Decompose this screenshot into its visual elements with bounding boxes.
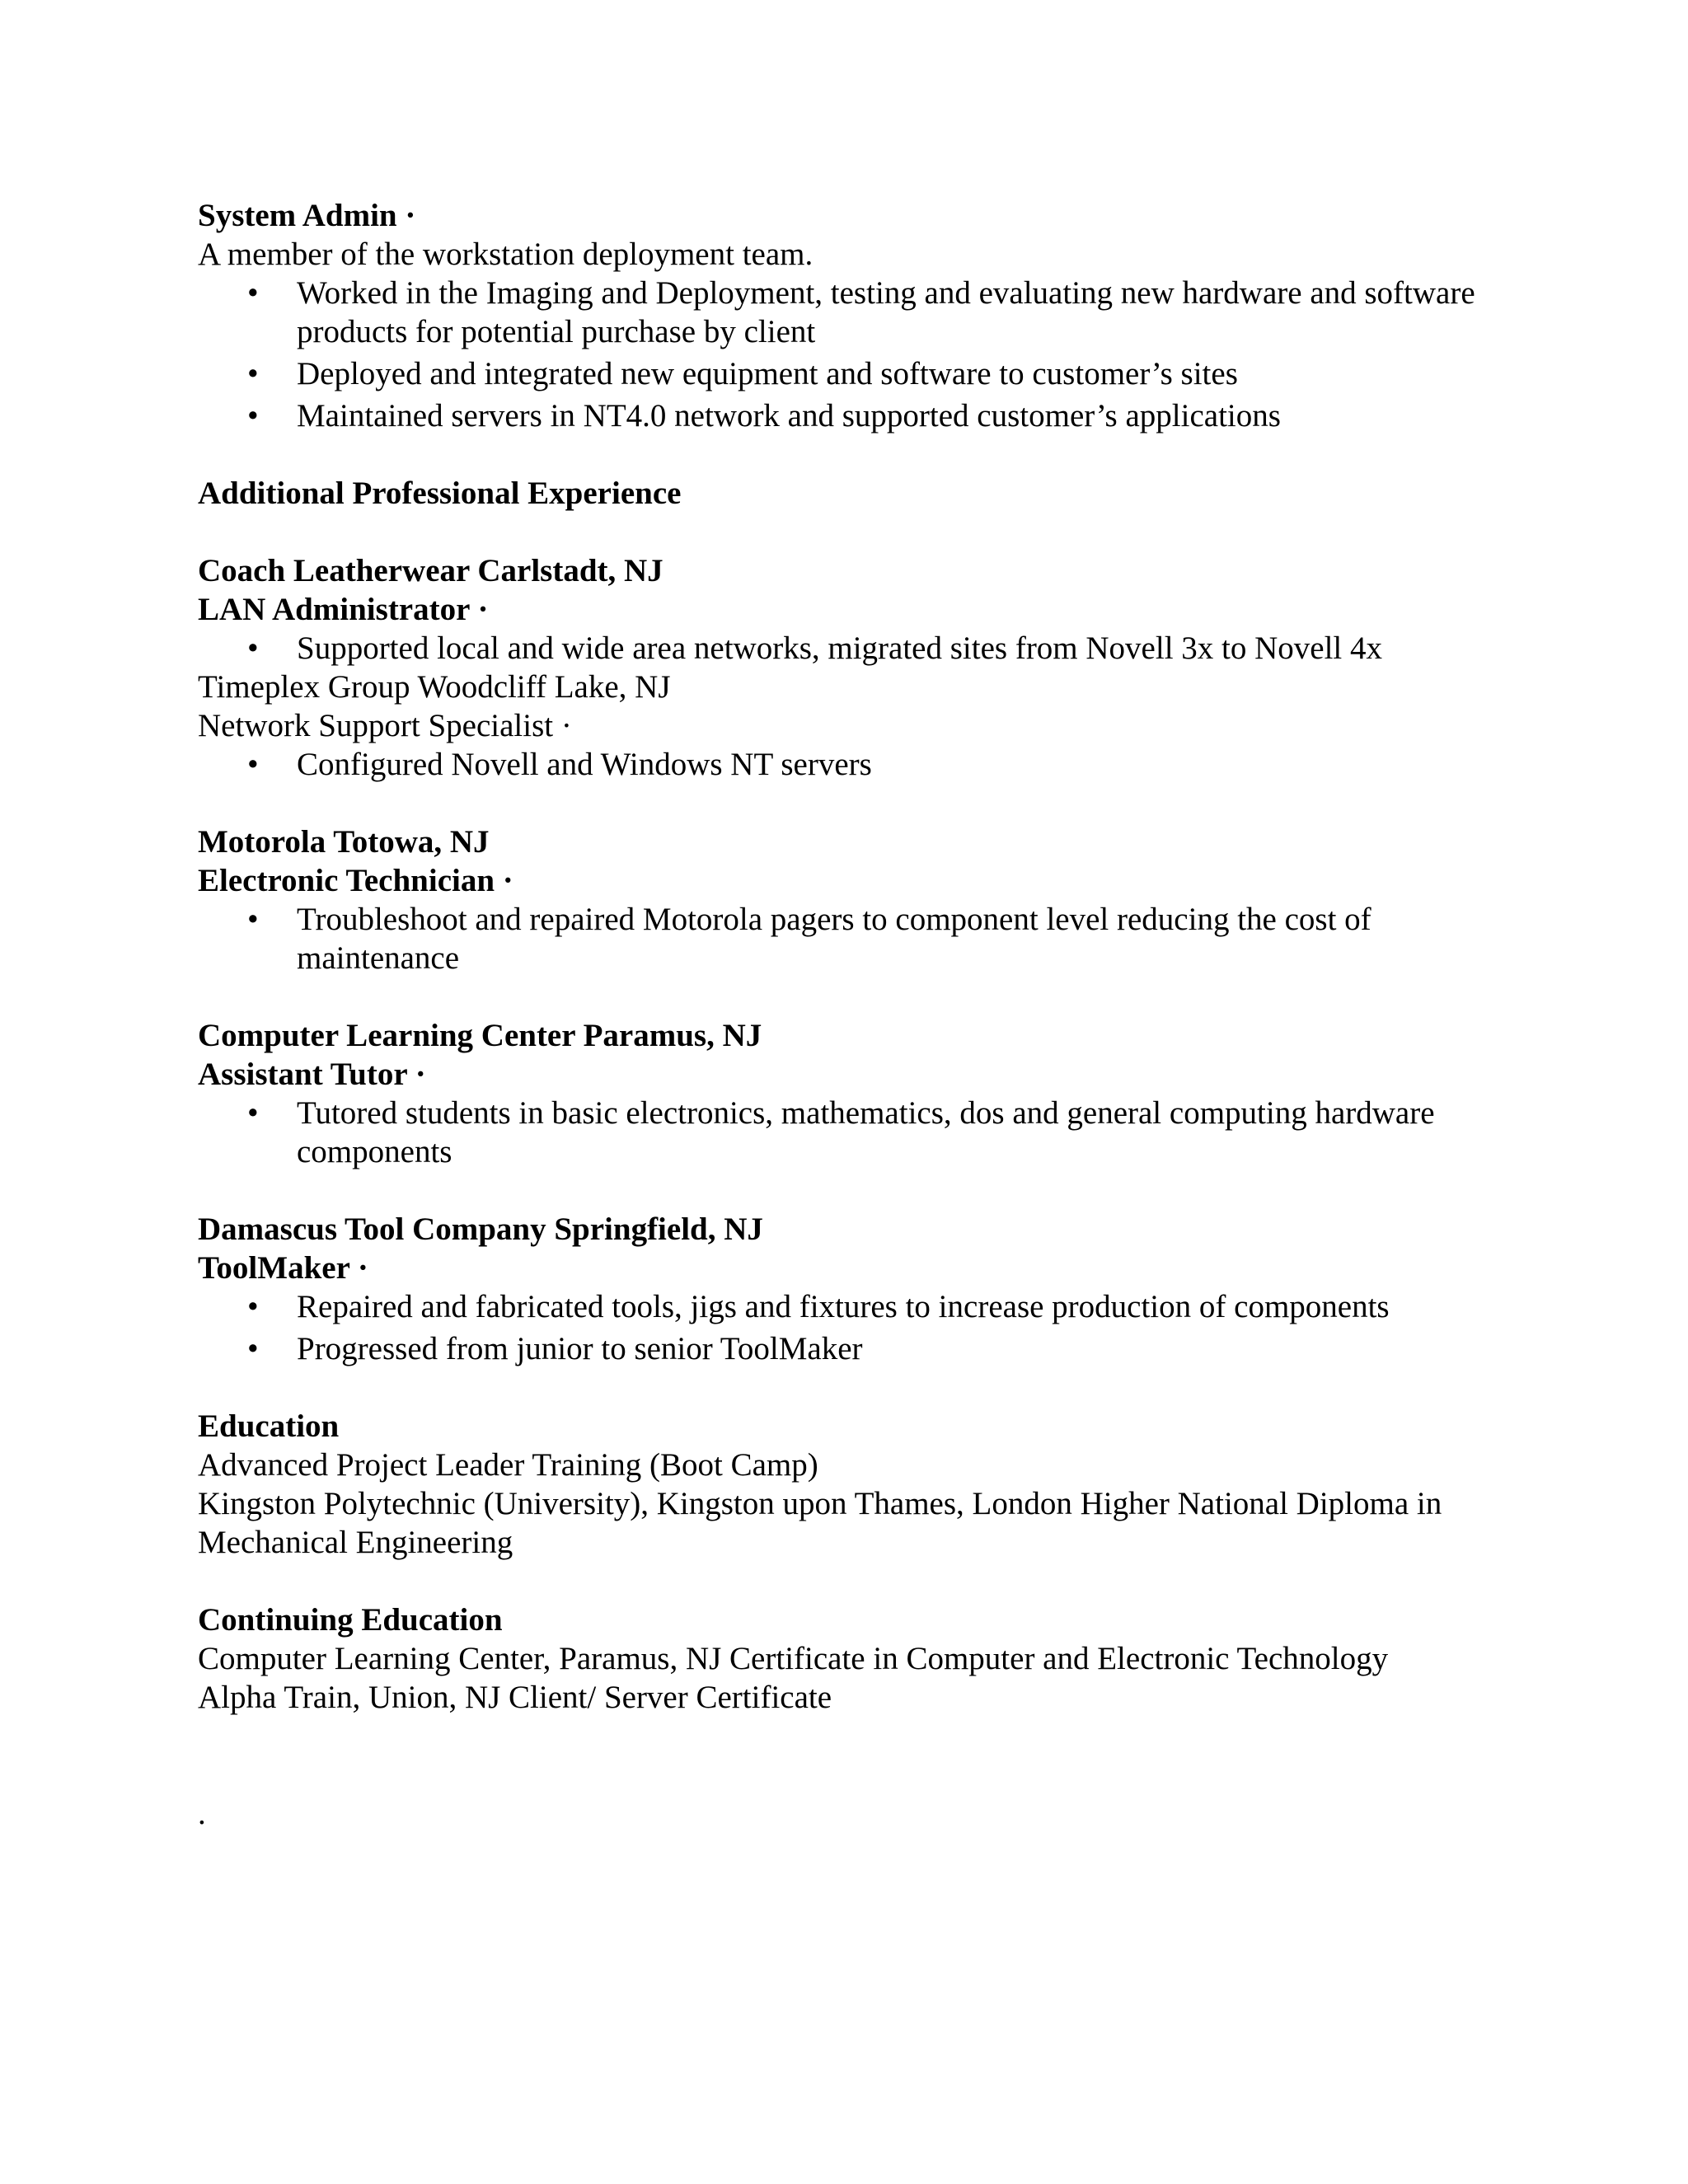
section-heading: Electronic Technician ·	[198, 863, 513, 898]
text-line: Kingston Polytechnic (University), Kingston upon Thames, London Higher National Diploma in Mechanical Engineering	[198, 1486, 1442, 1560]
bullet-list	[198, 274, 1517, 435]
list-item-text: Deployed and integrated new equipment and software to customer’s sites	[297, 356, 1238, 391]
bullet-icon: •	[247, 1289, 259, 1324]
section-heading: Additional Professional Experience	[198, 476, 682, 511]
bullet-list	[198, 745, 1517, 784]
section-heading: Damascus Tool Company Springfield, NJ	[198, 1212, 763, 1247]
list-item-text: Tutored students in basic electronics, mathematics, dos and general computing hardware components	[297, 1095, 1435, 1169]
paragraph-spacer	[198, 435, 1517, 474]
section-heading: Education	[198, 1408, 340, 1444]
list-item	[198, 354, 1517, 393]
list-item	[198, 274, 1517, 351]
bullet-list	[198, 629, 1517, 668]
section-heading: System Admin ·	[198, 198, 416, 233]
text-line: .	[198, 1796, 206, 1831]
bullet-icon: •	[247, 1095, 259, 1131]
list-item	[198, 629, 1517, 668]
bullet-icon: •	[247, 398, 259, 434]
text-line: Timeplex Group Woodcliff Lake, NJ	[198, 669, 671, 705]
list-item-text: Worked in the Imaging and Deployment, testing and evaluating new hardware and software products for potential purchase by client	[297, 275, 1475, 349]
paragraph-spacer	[198, 784, 1517, 823]
section-heading: Computer Learning Center Paramus, NJ	[198, 1018, 762, 1053]
bullet-icon: •	[247, 747, 259, 782]
section-heading: LAN Administrator ·	[198, 592, 489, 627]
list-item-text: Maintained servers in NT4.0 network and supported customer’s applications	[297, 398, 1281, 434]
paragraph-spacer	[198, 1562, 1517, 1601]
text-line: A member of the workstation deployment team.	[198, 237, 814, 272]
list-item	[198, 745, 1517, 784]
paragraph-spacer	[198, 1717, 1517, 1755]
section-heading: Continuing Education	[198, 1602, 503, 1638]
bullet-icon: •	[247, 1331, 259, 1366]
list-item-text: Configured Novell and Windows NT servers	[297, 747, 872, 782]
list-item	[198, 900, 1517, 977]
list-item	[198, 1287, 1517, 1326]
bullet-list	[198, 1287, 1517, 1368]
list-item-text: Repaired and fabricated tools, jigs and fixtures to increase production of components	[297, 1289, 1390, 1324]
text-line: Advanced Project Leader Training (Boot Camp)	[198, 1447, 818, 1483]
section-heading: Coach Leatherwear Carlstadt, NJ	[198, 553, 663, 588]
text-line: Alpha Train, Union, NJ Client/ Server Certificate	[198, 1680, 832, 1715]
paragraph-spacer	[198, 1755, 1517, 1794]
list-item-text: Supported local and wide area networks, migrated sites from Novell 3x to Novell 4x	[297, 630, 1383, 666]
bullet-icon: •	[247, 630, 259, 666]
bullet-list	[198, 1094, 1517, 1171]
list-item	[198, 1094, 1517, 1171]
text-line: Computer Learning Center, Paramus, NJ Certificate in Computer and Electronic Technology	[198, 1641, 1389, 1676]
section-heading: Assistant Tutor ·	[198, 1057, 426, 1092]
bullet-icon: •	[247, 356, 259, 391]
section-heading: ToolMaker ·	[198, 1250, 368, 1286]
paragraph-spacer	[198, 513, 1517, 551]
bullet-icon: •	[247, 275, 259, 311]
bullet-list	[198, 900, 1517, 977]
paragraph-spacer	[198, 1171, 1517, 1210]
paragraph-spacer	[198, 1368, 1517, 1407]
text-line: Network Support Specialist ·	[198, 708, 572, 743]
list-item-text: Progressed from junior to senior ToolMaker	[297, 1331, 863, 1366]
resume-content	[198, 196, 1517, 1833]
list-item	[198, 1329, 1517, 1368]
list-item	[198, 396, 1517, 435]
paragraph-spacer	[198, 977, 1517, 1016]
bullet-icon: •	[247, 902, 259, 937]
section-heading: Motorola Totowa, NJ	[198, 824, 490, 860]
list-item-text: Troubleshoot and repaired Motorola pagers to component level reducing the cost of maintenance	[297, 902, 1372, 976]
